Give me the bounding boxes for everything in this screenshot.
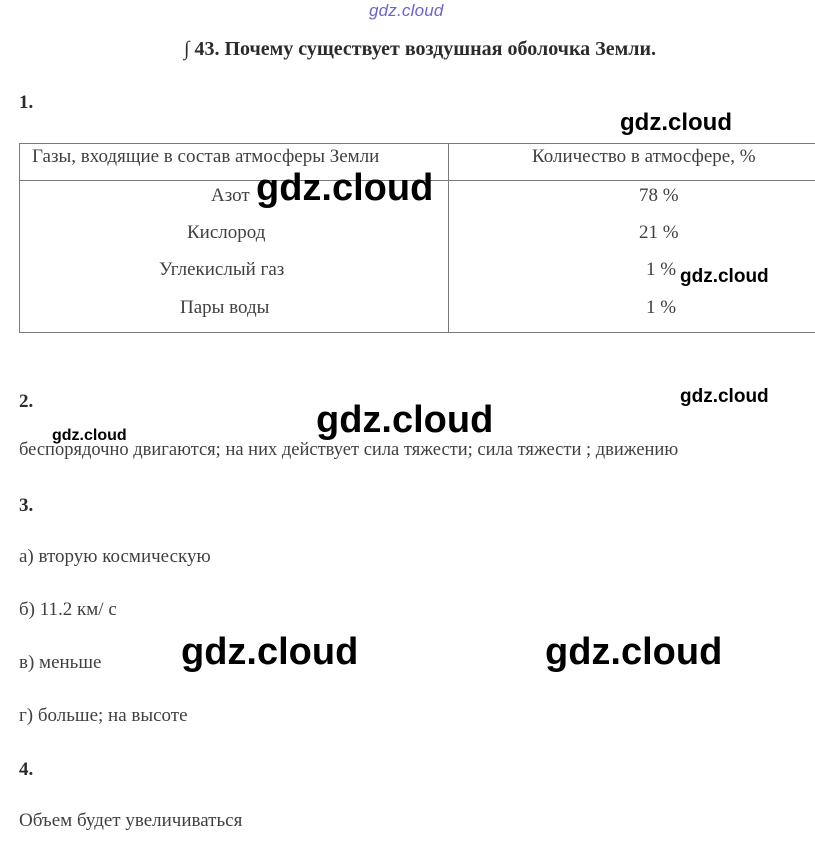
watermark: gdz.cloud bbox=[52, 427, 127, 444]
question-4-answer: Объем будет увеличиваться bbox=[19, 810, 243, 831]
watermark: gdz.cloud bbox=[181, 631, 359, 673]
table-row-gas: Пары воды bbox=[180, 297, 270, 318]
table-row-amount: 1 % bbox=[646, 259, 677, 280]
watermark: gdz.cloud bbox=[316, 399, 494, 441]
table-header-amount: Количество в атмосфере, % bbox=[532, 146, 756, 167]
question-3-answer-a: а) вторую космическую bbox=[19, 546, 211, 567]
watermark: gdz.cloud bbox=[256, 167, 434, 209]
question-2-answer: беспорядочно двигаются; на них действует сила тяжести; сила тяжести ; движению bbox=[19, 440, 679, 460]
table-row-gas: Азот bbox=[211, 185, 250, 206]
watermark: gdz.cloud bbox=[620, 109, 732, 136]
table-row-gas: Кислород bbox=[187, 222, 266, 243]
question-3-answer-d: г) больше; на высоте bbox=[19, 705, 188, 726]
watermark: gdz.cloud bbox=[545, 631, 723, 673]
table-header-gas: Газы, входящие в состав атмосферы Земли bbox=[32, 146, 380, 167]
table-row-gas: Углекислый газ bbox=[159, 259, 285, 280]
watermark: gdz.cloud bbox=[680, 266, 769, 287]
table-row-amount: 21 % bbox=[639, 222, 679, 243]
question-1-number: 1. bbox=[19, 92, 34, 113]
question-3-answer-c: в) меньше bbox=[19, 652, 102, 673]
question-3-answer-b: б) 11.2 км/ с bbox=[19, 599, 117, 620]
table-border-left bbox=[19, 143, 20, 333]
table-row-amount: 1 % bbox=[646, 297, 677, 318]
watermark: gdz.cloud bbox=[680, 386, 769, 407]
table-row-amount: 78 % bbox=[639, 185, 679, 206]
question-2-number: 2. bbox=[19, 391, 34, 412]
section-title: ∫ 43. Почему существует воздушная оболочка Земли. bbox=[184, 38, 656, 60]
question-3-number: 3. bbox=[19, 495, 34, 516]
top-watermark: gdz.cloud bbox=[369, 1, 444, 20]
table-column-divider bbox=[448, 143, 449, 333]
table-border-top bbox=[19, 143, 815, 144]
question-4-number: 4. bbox=[19, 759, 34, 780]
table-border-bottom bbox=[19, 332, 815, 333]
